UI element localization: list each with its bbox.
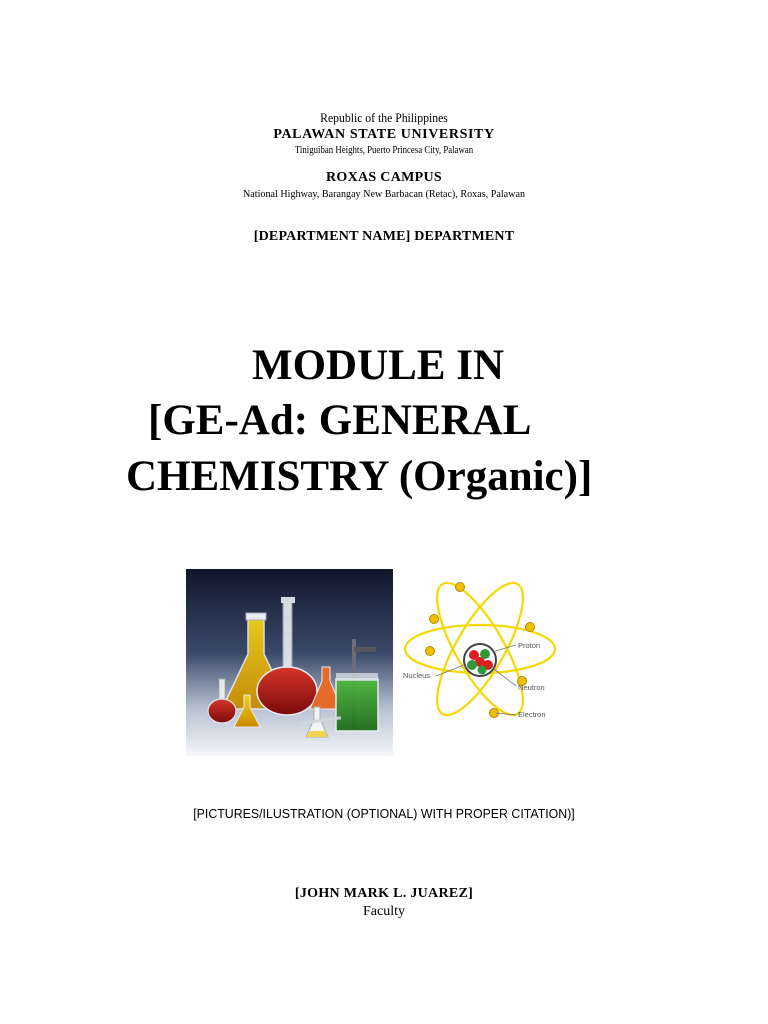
module-title-line-2: [GE-Ad: GENERAL [148,397,532,444]
module-title-line-1: MODULE IN [252,342,505,389]
nucleus-label: Nucleus [403,671,431,680]
university-address: Tiniguiban Heights, Puerto Princesa City, Palawan [294,145,474,156]
atom-diagram [400,569,560,729]
campus-name: ROXAS CAMPUS [326,170,442,185]
nucleus [464,644,496,676]
lab-glassware-photo [186,569,393,756]
campus-address: National Highway, Barangay New Barbacan (Retac), Roxas, Palawan [242,188,526,200]
neutron-label: Neutron [518,683,545,692]
republic-line: Republic of the Philippines [320,110,448,125]
illustration-caption: [PICTURES/ILUSTRATION (OPTIONAL) WITH PROPER CITATION)] [193,806,575,821]
department-name: [DEPARTMENT NAME] DEPARTMENT [253,229,515,244]
author-role: Faculty [363,904,405,919]
university-name: PALAWAN STATE UNIVERSITY [273,127,495,142]
module-title-line-3: CHEMISTRY (Organic)] [126,453,593,500]
lab-glassware-illustration [186,569,393,756]
proton-label: Proton [518,641,541,650]
author-name: [JOHN MARK L. JUAREZ] [294,886,474,901]
electron-label: Electron [518,710,546,719]
